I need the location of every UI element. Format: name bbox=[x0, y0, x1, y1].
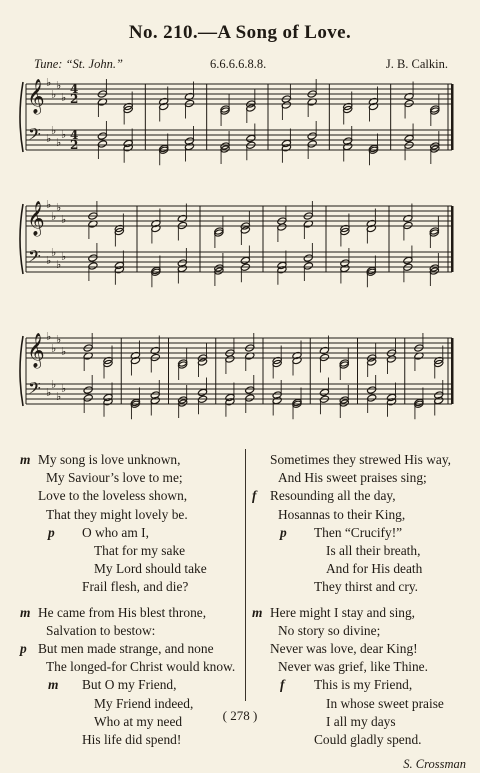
verse-text: Hosannas to their King, bbox=[278, 506, 406, 522]
verse-line bbox=[252, 469, 472, 487]
verse-text: Never was grief, like Thine. bbox=[278, 659, 428, 675]
verse-line bbox=[20, 487, 245, 505]
verse-text: In whose sweet praise bbox=[326, 695, 444, 711]
flat-sign: ♭ bbox=[46, 254, 52, 267]
system-brace bbox=[20, 336, 23, 406]
music-system-1 bbox=[0, 70, 480, 180]
verse-text: I all my days bbox=[326, 713, 396, 729]
music-system-3 bbox=[0, 320, 480, 445]
verse-line bbox=[252, 451, 472, 469]
verse-text: The longed-for Christ would know. bbox=[46, 659, 236, 675]
verse-line bbox=[252, 542, 472, 560]
flat-sign: ♭ bbox=[61, 91, 67, 104]
dynamic-mark: p bbox=[280, 524, 287, 540]
final-barline-thick bbox=[451, 84, 454, 150]
verse-text: Could gladly spend. bbox=[314, 732, 422, 748]
dynamic-mark: m bbox=[20, 604, 31, 620]
treble-clef-icon: 𝄞 bbox=[27, 79, 45, 114]
flat-sign: ♭ bbox=[56, 201, 62, 214]
flat-sign: ♭ bbox=[51, 246, 57, 259]
hymn-author: S. Crossman bbox=[403, 757, 466, 772]
verse-line bbox=[20, 640, 245, 658]
verse-line bbox=[20, 560, 245, 578]
verse-line bbox=[252, 487, 472, 505]
flat-sign: ♭ bbox=[46, 386, 52, 399]
time-signature: 2 bbox=[70, 92, 79, 106]
final-barline-thick bbox=[451, 338, 454, 404]
flat-sign: ♭ bbox=[51, 210, 57, 223]
flat-sign: ♭ bbox=[51, 124, 57, 137]
flat-sign: ♭ bbox=[56, 136, 62, 149]
verse-text: But men made strange, and none bbox=[38, 641, 214, 657]
verse-text: Never was love, dear King! bbox=[270, 641, 418, 657]
verse-text: Is all their breath, bbox=[326, 543, 421, 559]
flat-sign: ♭ bbox=[56, 333, 62, 346]
verse-line bbox=[20, 506, 245, 524]
verse-text: He came from His blest throne, bbox=[38, 604, 207, 620]
verse-line bbox=[20, 451, 245, 469]
flat-sign: ♭ bbox=[46, 198, 52, 211]
final-barline-thick bbox=[451, 206, 454, 272]
time-signature: 4 bbox=[70, 128, 79, 142]
dynamic-mark: p bbox=[48, 524, 55, 540]
dynamic-mark: m bbox=[48, 677, 59, 693]
verse-line bbox=[252, 676, 472, 694]
composer: J. B. Calkin. bbox=[385, 57, 448, 71]
verse-line bbox=[252, 506, 472, 524]
verse-text: No story so divine; bbox=[278, 622, 381, 638]
hymn-title: No. 210.—A Song of Love. bbox=[128, 22, 352, 43]
flat-sign: ♭ bbox=[56, 79, 62, 92]
flat-sign: ♭ bbox=[61, 382, 67, 395]
stanza bbox=[20, 451, 245, 597]
verse-line bbox=[252, 560, 472, 578]
verse-line bbox=[20, 469, 245, 487]
verse-text: Who at my need bbox=[94, 713, 183, 729]
verse-text: They thirst and cry. bbox=[314, 579, 418, 595]
verse-text: My Friend indeed, bbox=[94, 695, 194, 711]
stanza bbox=[252, 604, 472, 750]
verse-text: Then “Crucify!” bbox=[314, 524, 403, 540]
flat-sign: ♭ bbox=[51, 342, 57, 355]
page-number: ( 278 ) bbox=[222, 708, 258, 723]
music-system-2 bbox=[0, 190, 480, 310]
verse-line bbox=[20, 604, 245, 622]
system-brace bbox=[20, 82, 23, 152]
verse-text: Love to the loveless shown, bbox=[38, 488, 188, 504]
bass-clef-icon: 𝄢 bbox=[28, 124, 41, 148]
verse-text: His life did spend! bbox=[82, 732, 182, 748]
treble-clef-icon: 𝄞 bbox=[27, 201, 45, 236]
verse-column-right bbox=[252, 451, 472, 773]
verse-line bbox=[20, 658, 245, 676]
bass-clef-icon: 𝄢 bbox=[28, 246, 41, 270]
verse-text: Resounding all the day, bbox=[270, 488, 396, 504]
verse-text: Frail flesh, and die? bbox=[82, 579, 189, 595]
stanza bbox=[20, 604, 245, 750]
system-brace bbox=[20, 204, 23, 274]
verse-text: My Saviour’s love to me; bbox=[46, 470, 183, 486]
verse-line bbox=[252, 524, 472, 542]
dynamic-mark: f bbox=[280, 677, 285, 693]
tune-name: Tune: “St. John.” bbox=[34, 57, 123, 71]
flat-sign: ♭ bbox=[51, 378, 57, 391]
verse-text: That for my sake bbox=[94, 543, 186, 559]
verse-text: My song is love unknown, bbox=[38, 452, 181, 467]
flat-sign: ♭ bbox=[61, 250, 67, 263]
flat-sign: ♭ bbox=[46, 132, 52, 145]
verse-line bbox=[252, 640, 472, 658]
verse-text: And for His death bbox=[326, 561, 423, 577]
verse-line bbox=[252, 658, 472, 676]
verse-text: And His sweet praises sing; bbox=[278, 470, 427, 486]
verse-text: My Lord should take bbox=[94, 561, 207, 577]
verse-text: This is my Friend, bbox=[314, 677, 413, 693]
treble-clef-icon: 𝄞 bbox=[27, 333, 45, 368]
verse-line bbox=[252, 622, 472, 640]
verse-line bbox=[20, 542, 245, 560]
verse-line bbox=[252, 604, 472, 622]
column-divider bbox=[245, 449, 246, 701]
verse-line bbox=[252, 578, 472, 596]
verse-line bbox=[20, 622, 245, 640]
dynamic-mark: m bbox=[252, 604, 263, 620]
flat-sign: ♭ bbox=[61, 128, 67, 141]
verse-line bbox=[20, 676, 245, 694]
bass-clef-icon: 𝄢 bbox=[28, 378, 41, 402]
flat-sign: ♭ bbox=[56, 258, 62, 271]
flat-sign: ♭ bbox=[51, 88, 57, 101]
verse-text: That they might lovely be. bbox=[46, 506, 188, 522]
flat-sign: ♭ bbox=[61, 213, 67, 226]
dynamic-mark: m bbox=[20, 452, 31, 467]
verse-text: But O my Friend, bbox=[82, 677, 177, 693]
stanza bbox=[252, 451, 472, 597]
verse-line bbox=[20, 524, 245, 542]
dynamic-mark: p bbox=[20, 641, 27, 657]
time-signature: 2 bbox=[70, 138, 79, 152]
flat-sign: ♭ bbox=[61, 345, 67, 358]
flat-sign: ♭ bbox=[46, 76, 52, 89]
time-signature: 4 bbox=[70, 82, 79, 96]
verse-line bbox=[20, 731, 245, 749]
meter: 6.6.6.6.8.8. bbox=[210, 57, 267, 71]
verse-line bbox=[20, 578, 245, 596]
flat-sign: ♭ bbox=[56, 390, 62, 403]
verse-text: Sometimes they strewed His way, bbox=[270, 452, 451, 467]
verse-text: O who am I, bbox=[82, 524, 149, 540]
dynamic-mark: f bbox=[252, 488, 257, 504]
flat-sign: ♭ bbox=[46, 330, 52, 343]
verse-text: Here might I stay and sing, bbox=[270, 604, 416, 620]
verse-text: Salvation to bestow: bbox=[46, 622, 156, 638]
verse-line bbox=[252, 731, 472, 749]
